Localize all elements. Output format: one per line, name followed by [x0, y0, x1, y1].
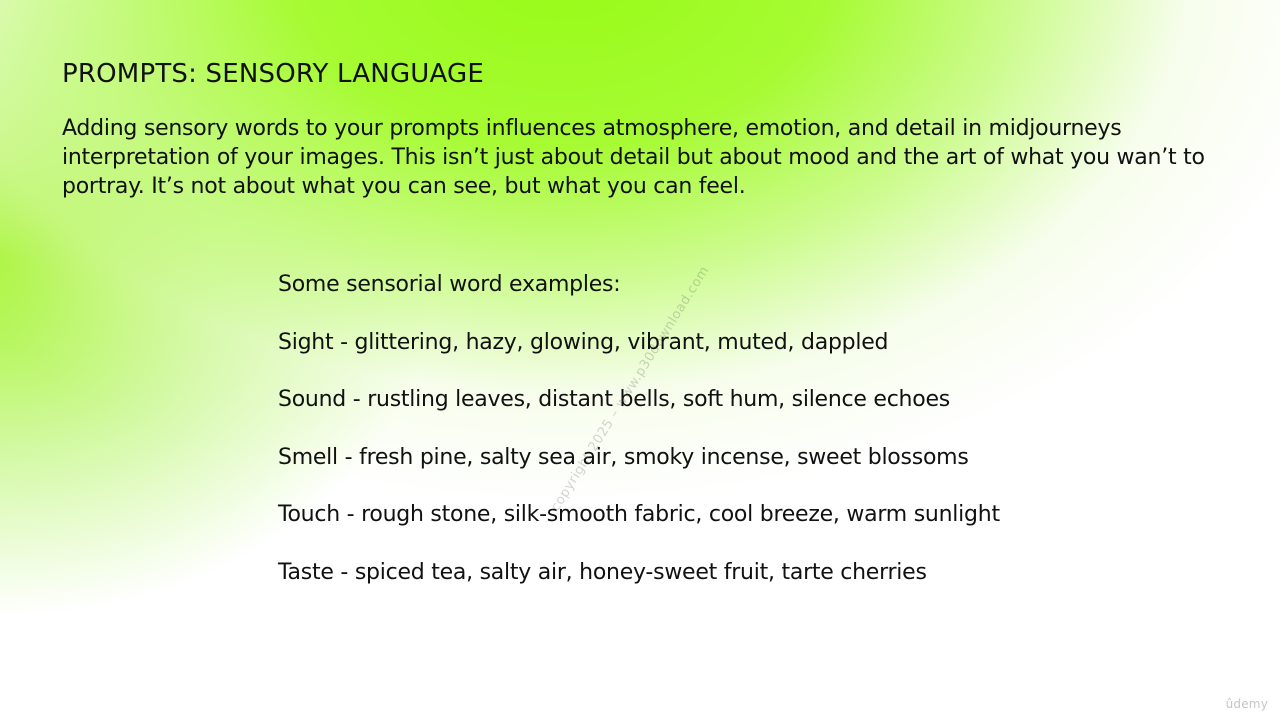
watermark-text: copyright 2025 – www.p30download.com	[548, 263, 713, 515]
examples-section	[278, 270, 1178, 588]
example-taste: Taste - spiced tea, salty air, honey-sweet fruit, tarte cherries	[278, 559, 927, 585]
example-touch: Touch - rough stone, silk-smooth fabric, cool breeze, warm sunlight	[278, 502, 1000, 527]
example-sound: Sound - rustling leaves, distant bells, soft hum, silence echoes	[278, 387, 950, 412]
examples-list	[278, 328, 1178, 588]
intro-paragraph: Adding sensory words to your prompts influences atmosphere, emotion, and detail in midjourneys interpretation of your images. This isn’t just about detail but about mood and the art of what you wan’t to portray. It’s not about what you can see, but what you can feel.	[62, 116, 1205, 199]
udemy-logo: ûdemy	[1225, 697, 1268, 711]
slide-title: PROMPTS: SENSORY LANGUAGE	[62, 59, 485, 89]
example-smell: Smell - fresh pine, salty sea air, smoky incense, sweet blossoms	[278, 444, 969, 470]
example-sight: Sight - glittering, hazy, glowing, vibrant, muted, dappled	[278, 329, 889, 355]
examples-heading: Some sensorial word examples:	[278, 272, 621, 297]
